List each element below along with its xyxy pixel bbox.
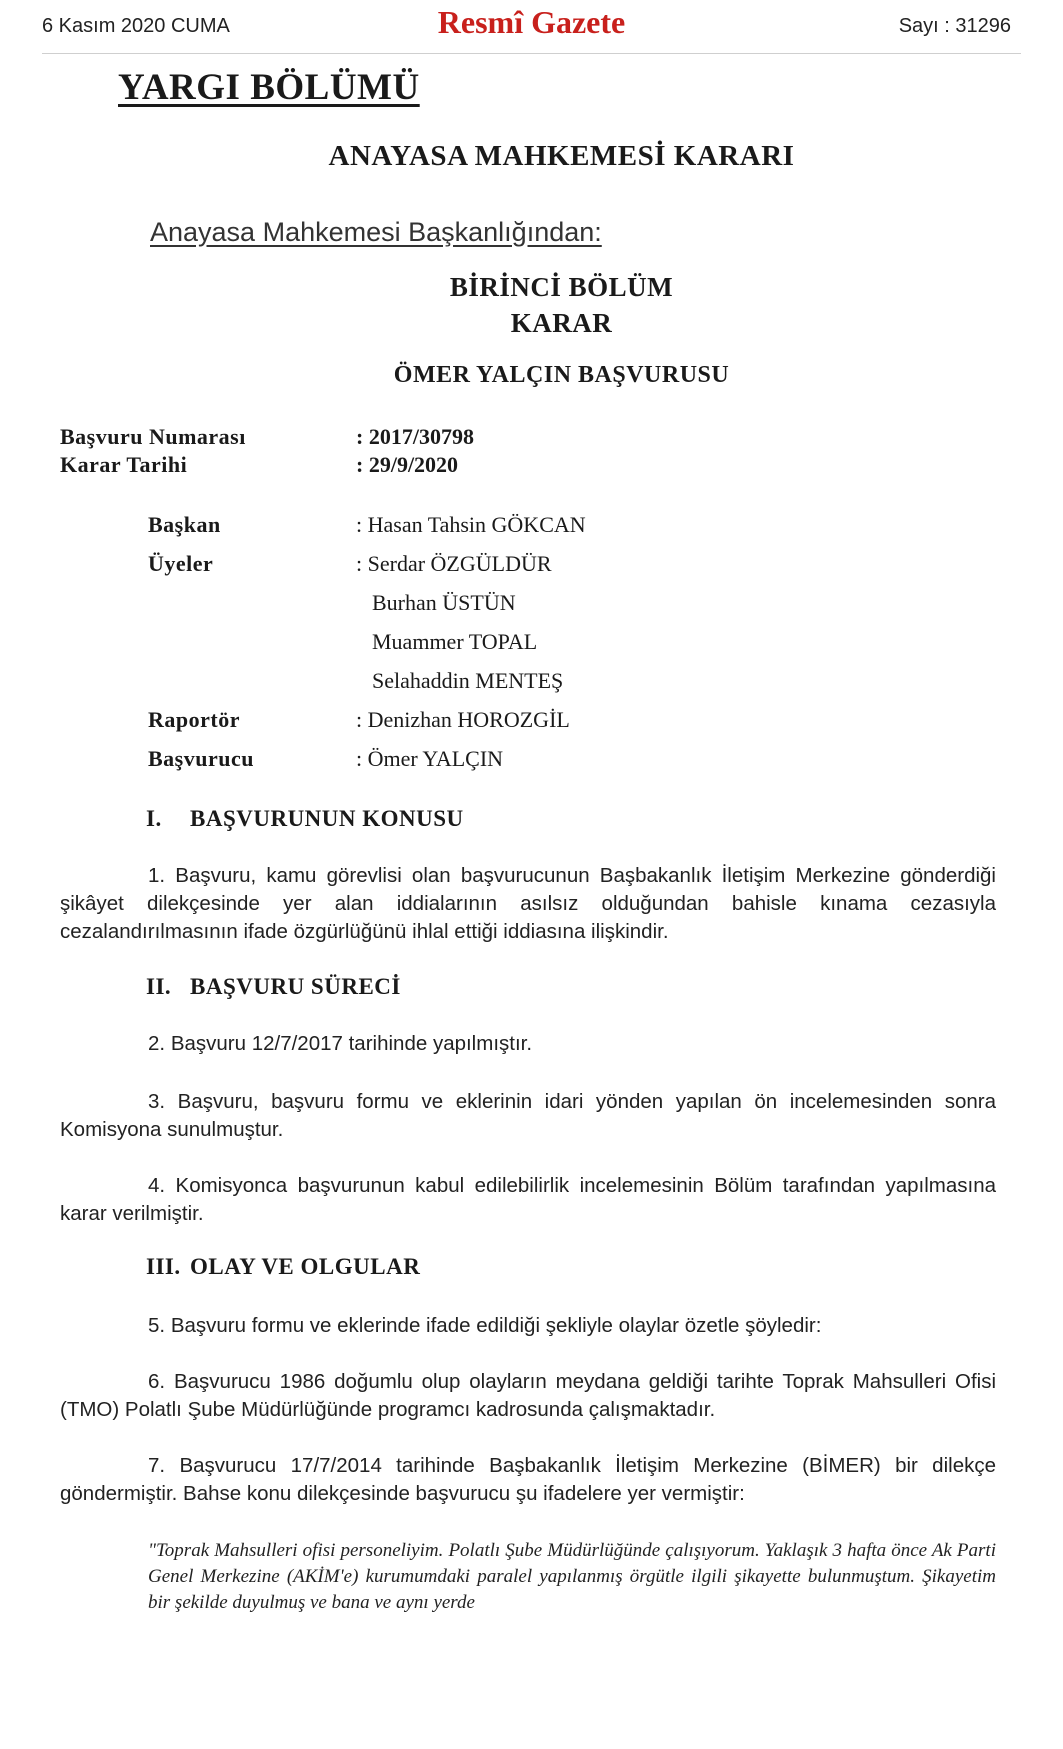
paragraph-3: 3. Başvuru, başvuru formu ve eklerinin idari yönden yapılan ön incelemesinden sonra Komisyona sunulmuştur. xyxy=(60,1090,997,1141)
decision-heading: ANAYASA MAHKEMESİ KARARI xyxy=(328,140,795,172)
decision-date-value: : 29/9/2020 xyxy=(356,452,459,477)
president-name: : Hasan Tahsin GÖKCAN xyxy=(356,512,586,537)
issue-number: Sayı : 31296 xyxy=(898,15,1011,37)
paragraph-number: 6. xyxy=(148,1370,166,1393)
paragraph-1: 1. Başvuru, kamu görevlisi olan başvurucunun Başbakanlık İletişim Merkezine gönderdiği şikâyet dilekçesinde yer alan iddialarının asılsız olduğundan bahisle kınama cezasıyla cezalandırılmasının ifade özgürlüğünü ihlal ettiği iddiasına ilişkindir. xyxy=(60,864,996,943)
case-title: ÖMER YALÇIN BAŞVURUSU xyxy=(393,362,730,388)
section-heading-1: I. BAŞVURUNUN KONUSU xyxy=(146,806,464,831)
quoted-petition: "Toprak Mahsulleri ofisi personeliyim. Polatlı Şube Müdürlüğünde çalışıyorum. Yaklaşık 3 hafta önce Ak Parti Genel Merkezine (AKİM'e) kurumumdaki paralel yapılanmış örgütle ilgili şikayette bulunmuştum. Şikayetim bir şekilde duyulmuş ve bana ve aynı yerde xyxy=(148,1540,996,1613)
member-name: Selahaddin MENTEŞ xyxy=(372,668,564,693)
paragraph-6: 6. Başvurucu 1986 doğumlu olup olayların meydana geldiği tarihte Toprak Mahsulleri Ofisi (TMO) Polatlı Şube Müdürlüğünde programcı kadrosunda çalışmaktadır. xyxy=(60,1370,996,1421)
paragraph-2: 2. Başvuru 12/7/2017 tarihinde yapılmıştır. xyxy=(148,1032,533,1055)
gazette-title: Resmî Gazete xyxy=(437,4,626,40)
page-header xyxy=(0,0,1063,60)
president-label: Başkan xyxy=(148,512,221,537)
paragraph-4: 4. Komisyonca başvurunun kabul edilebilirlik incelemesinin Bölüm tarafından yapılmasına karar verilmiştir. xyxy=(60,1174,996,1225)
members-label: Üyeler xyxy=(148,551,214,576)
paragraph-number: 5. xyxy=(148,1314,166,1337)
publication-date: 6 Kasım 2020 CUMA xyxy=(42,15,230,37)
application-number-value: : 2017/30798 xyxy=(356,424,474,449)
paragraph-7: 7. Başvurucu 17/7/2014 tarihinde Başbakanlık İletişim Merkezine (BİMER) bir dilekçe göndermiştir. Bahse konu dilekçesinde başvurucu şu ifadelere yer vermiştir: xyxy=(60,1454,996,1505)
paragraph-number: 3. xyxy=(148,1090,166,1113)
paragraph-number: 2. xyxy=(148,1032,166,1055)
presidency-line: Anayasa Mahkemesi Başkanlığından: xyxy=(150,217,602,247)
rapporteur-label: Raportör xyxy=(148,707,240,732)
application-number-label: Başvuru Numarası xyxy=(60,424,246,449)
section-heading-3: III. OLAY VE OLGULAR xyxy=(146,1254,421,1279)
section-heading: YARGI BÖLÜMÜ xyxy=(118,67,420,108)
section-heading-2: II. BAŞVURU SÜRECİ xyxy=(146,974,401,999)
member-name: Muammer TOPAL xyxy=(372,629,538,654)
member-name: : Serdar ÖZGÜLDÜR xyxy=(356,551,552,576)
decision-date-label: Karar Tarihi xyxy=(60,452,188,477)
applicant-label: Başvurucu xyxy=(148,746,254,771)
paragraph-number: 1. xyxy=(148,864,166,887)
header-divider xyxy=(42,53,1021,54)
paragraph-5: 5. Başvuru formu ve eklerinde ifade edildiği şekliyle olaylar özetle şöyledir: xyxy=(148,1314,822,1337)
chamber-title: BİRİNCİ BÖLÜM xyxy=(449,272,674,302)
paragraph-number: 7. xyxy=(148,1454,166,1477)
paragraph-number: 4. xyxy=(148,1174,166,1197)
decision-label: KARAR xyxy=(510,308,613,338)
applicant-name: : Ömer YALÇIN xyxy=(356,746,504,771)
member-name: Burhan ÜSTÜN xyxy=(372,590,516,615)
rapporteur-name: : Denizhan HOROZGİL xyxy=(356,707,570,732)
